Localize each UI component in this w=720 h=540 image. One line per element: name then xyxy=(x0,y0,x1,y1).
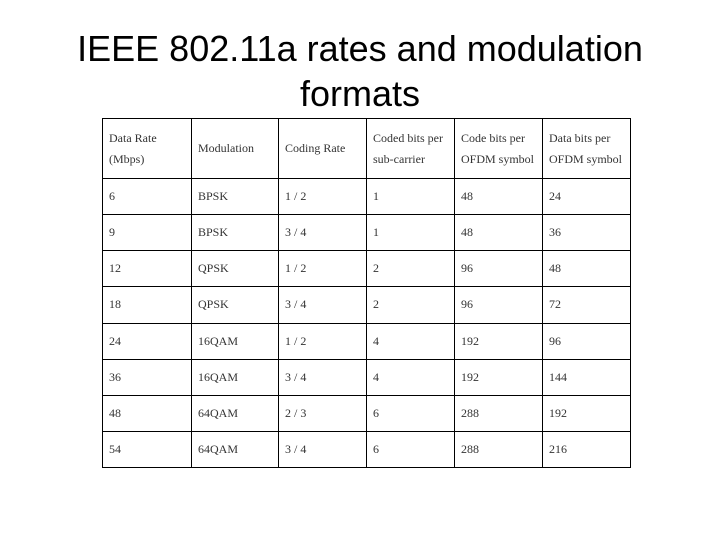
cell-code-bits-per-symbol: 48 xyxy=(455,179,543,215)
header-line: Data bits per xyxy=(549,130,611,145)
header-line: Code bits per xyxy=(461,130,525,145)
header-data-bits-per-symbol xyxy=(543,119,631,179)
cell-data-bits-per-symbol: 36 xyxy=(543,215,631,251)
cell-data-rate: 6 xyxy=(103,179,192,215)
table-row xyxy=(103,287,631,323)
header-line: Coded bits per xyxy=(373,130,443,145)
rates-table xyxy=(102,118,631,468)
cell-data-bits-per-symbol: 24 xyxy=(543,179,631,215)
cell-code-bits-per-symbol: 192 xyxy=(455,323,543,359)
header-row xyxy=(103,119,631,179)
table-row xyxy=(103,431,631,467)
cell-coded-bits-per-subcarrier: 1 xyxy=(367,215,455,251)
header-code-bits-per-symbol xyxy=(455,119,543,179)
cell-data-bits-per-symbol: 192 xyxy=(543,395,631,431)
cell-data-bits-per-symbol: 96 xyxy=(543,323,631,359)
cell-coded-bits-per-subcarrier: 2 xyxy=(367,287,455,323)
cell-coded-bits-per-subcarrier: 4 xyxy=(367,323,455,359)
cell-modulation: 64QAM xyxy=(192,431,279,467)
header-line: OFDM symbol xyxy=(549,151,623,166)
cell-code-bits-per-symbol: 288 xyxy=(455,395,543,431)
header-line: Coding Rate xyxy=(285,141,346,155)
table-row xyxy=(103,179,631,215)
cell-coded-bits-per-subcarrier: 6 xyxy=(367,431,455,467)
cell-coding-rate: 1 / 2 xyxy=(279,323,367,359)
cell-modulation: BPSK xyxy=(192,179,279,215)
cell-modulation: 16QAM xyxy=(192,359,279,395)
slide-title xyxy=(40,26,680,116)
cell-coding-rate: 1 / 2 xyxy=(279,179,367,215)
cell-code-bits-per-symbol: 96 xyxy=(455,251,543,287)
cell-data-rate: 54 xyxy=(103,431,192,467)
cell-coding-rate: 3 / 4 xyxy=(279,359,367,395)
cell-coded-bits-per-subcarrier: 6 xyxy=(367,395,455,431)
table-row xyxy=(103,359,631,395)
cell-data-bits-per-symbol: 72 xyxy=(543,287,631,323)
header-coding-rate xyxy=(279,119,367,179)
cell-data-bits-per-symbol: 48 xyxy=(543,251,631,287)
cell-modulation: BPSK xyxy=(192,215,279,251)
cell-data-rate: 12 xyxy=(103,251,192,287)
table-row xyxy=(103,215,631,251)
header-line: OFDM symbol xyxy=(461,151,535,166)
cell-coded-bits-per-subcarrier: 2 xyxy=(367,251,455,287)
header-line: Data Rate xyxy=(109,130,157,145)
cell-data-rate: 36 xyxy=(103,359,192,395)
table-body xyxy=(103,179,631,468)
cell-code-bits-per-symbol: 96 xyxy=(455,287,543,323)
header-coded-bits-per-subcarrier xyxy=(367,119,455,179)
cell-modulation: QPSK xyxy=(192,251,279,287)
cell-coded-bits-per-subcarrier: 4 xyxy=(367,359,455,395)
header-line: (Mbps) xyxy=(109,151,145,166)
table-header xyxy=(103,119,631,179)
cell-data-bits-per-symbol: 216 xyxy=(543,431,631,467)
slide-title-line-1: IEEE 802.11a rates and modulation xyxy=(77,28,643,69)
cell-modulation: 16QAM xyxy=(192,323,279,359)
cell-data-bits-per-symbol: 144 xyxy=(543,359,631,395)
cell-coding-rate: 2 / 3 xyxy=(279,395,367,431)
cell-modulation: 64QAM xyxy=(192,395,279,431)
cell-modulation: QPSK xyxy=(192,287,279,323)
table-row xyxy=(103,251,631,287)
cell-code-bits-per-symbol: 288 xyxy=(455,431,543,467)
cell-data-rate: 48 xyxy=(103,395,192,431)
cell-coding-rate: 3 / 4 xyxy=(279,431,367,467)
cell-code-bits-per-symbol: 192 xyxy=(455,359,543,395)
table-row xyxy=(103,323,631,359)
cell-coding-rate: 1 / 2 xyxy=(279,251,367,287)
table-row xyxy=(103,395,631,431)
cell-coding-rate: 3 / 4 xyxy=(279,215,367,251)
header-modulation xyxy=(192,119,279,179)
cell-coding-rate: 3 / 4 xyxy=(279,287,367,323)
header-line: Modulation xyxy=(198,141,254,155)
cell-data-rate: 9 xyxy=(103,215,192,251)
cell-code-bits-per-symbol: 48 xyxy=(455,215,543,251)
header-line: sub-carrier xyxy=(373,151,425,166)
slide-title-line-2: formats xyxy=(299,73,421,114)
cell-data-rate: 24 xyxy=(103,323,192,359)
header-data-rate xyxy=(103,119,192,179)
cell-data-rate: 18 xyxy=(103,287,192,323)
cell-coded-bits-per-subcarrier: 1 xyxy=(367,179,455,215)
